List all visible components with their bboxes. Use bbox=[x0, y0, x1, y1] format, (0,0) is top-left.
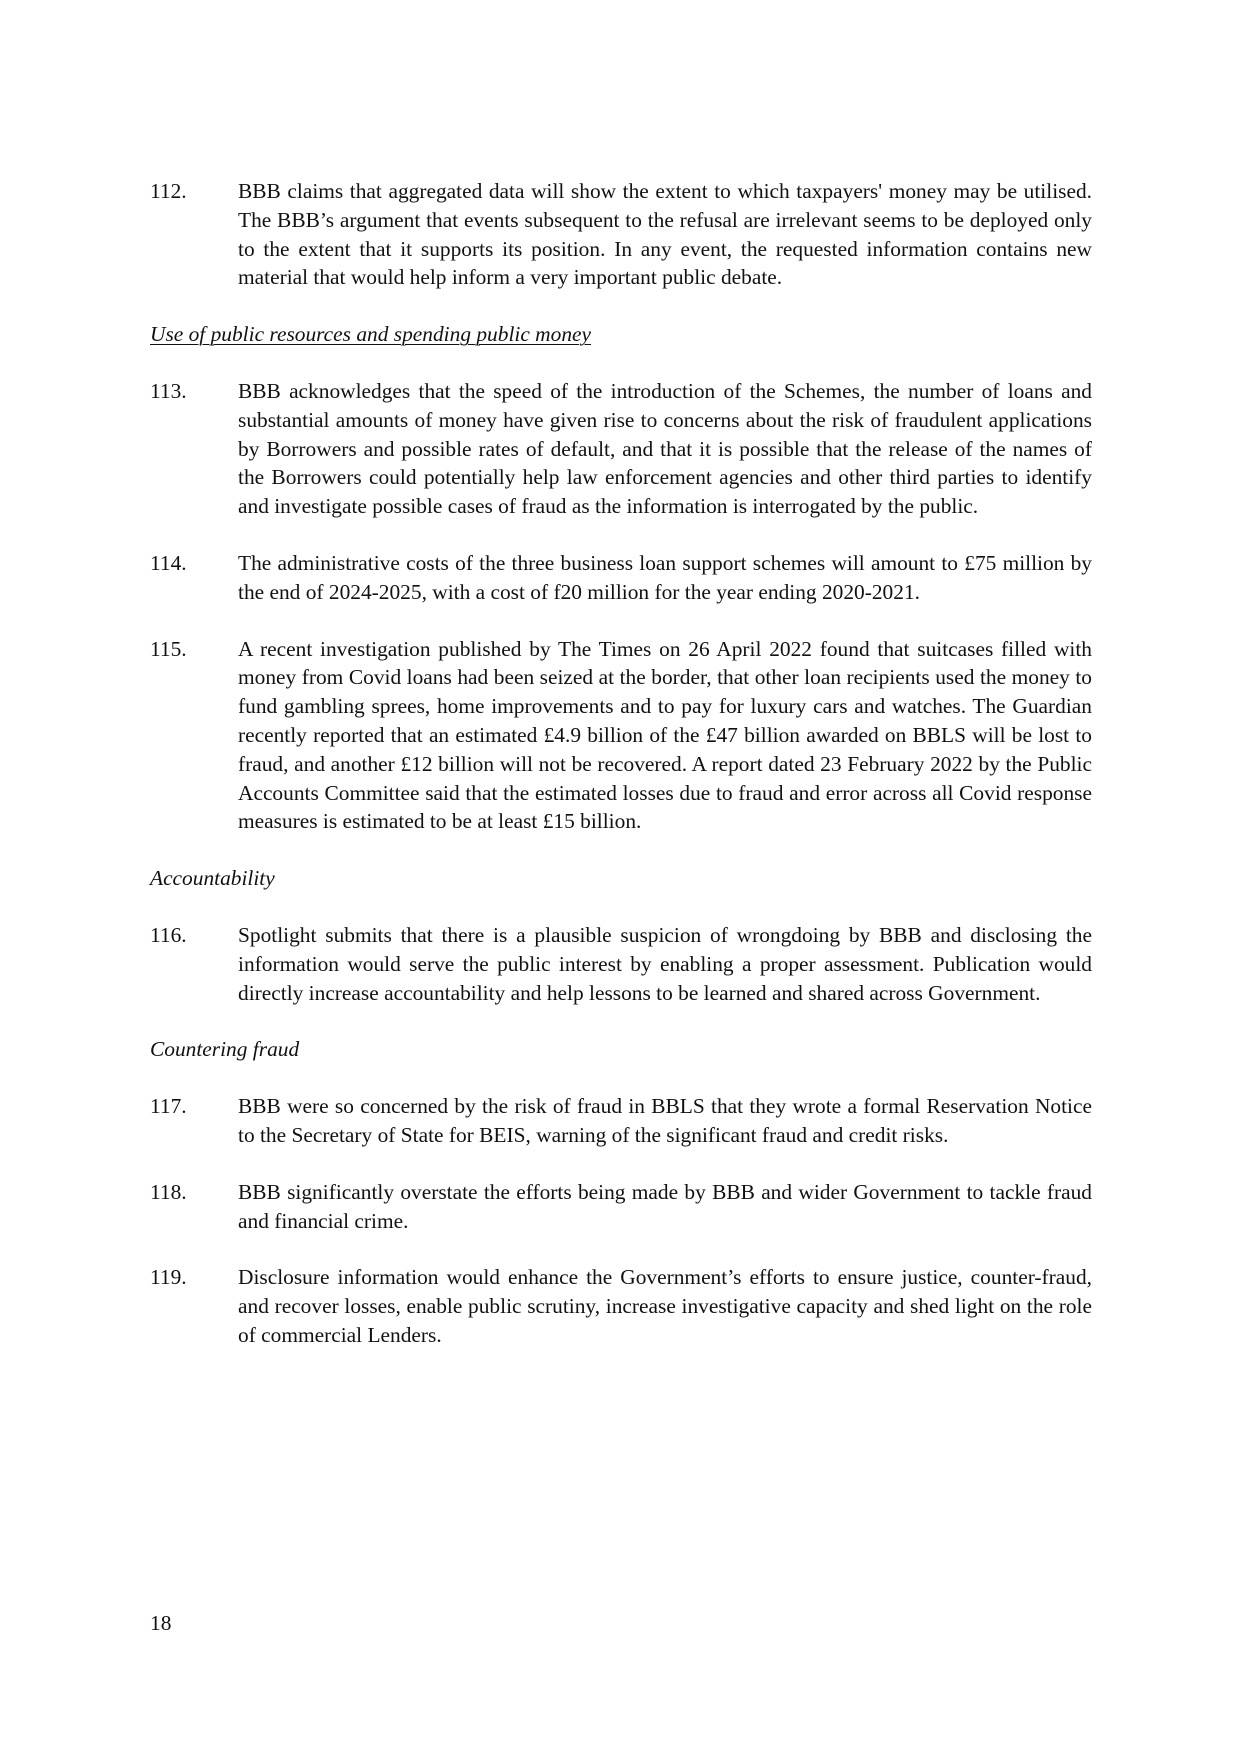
paragraph-text: BBB significantly overstate the efforts being made by BBB and wider Government to tackle fraud and financial crime. bbox=[238, 1179, 1092, 1233]
paragraph-114 bbox=[150, 549, 1092, 607]
paragraph-text: A recent investigation published by The Times on 26 April 2022 found that suitcases filled with money from Covid loans had been seized at the border, that other loan recipients used the money to fund gambling sprees, home improvements and to pay for luxury cars and watches. The Guardian recently reported that an estimated £4.9 billion of the £47 billion awarded on BBLS will be lost to fraud, and another £12 billion will not be recovered. A report dated 23 February 2022 by the Public Accounts Committee said that the estimated losses due to fraud and error across all Covid response measures is estimated to be at least £15 billion. bbox=[238, 636, 1092, 834]
paragraph-text: BBB were so concerned by the risk of fraud in BBLS that they wrote a formal Reservation Notice to the Secretary of State for BEIS, warning of the significant fraud and credit risks. bbox=[238, 1094, 1092, 1147]
page-body bbox=[150, 177, 1092, 1350]
paragraph-text: Spotlight submits that there is a plausible suspicion of wrongdoing by BBB and disclosing the information would serve the public interest by enabling a proper assessment. Publication would directly increase accountability and help lessons to be learned and shared across Government. bbox=[238, 922, 1092, 1005]
paragraph-text: BBB acknowledges that the speed of the introduction of the Schemes, the number of loans and substantial amounts of money have given rise to concerns about the risk of fraudulent applications by Borrowers and possible rates of default, and that it is possible that the release of the names of the Borrowers could potentially help law enforcement agencies and other third parties to identify and investigate possible cases of fraud as the information is interrogated by the public. bbox=[238, 378, 1092, 519]
section-heading-public-resources: Use of public resources and spending public money bbox=[150, 322, 592, 347]
paragraph-116 bbox=[150, 921, 1092, 1007]
paragraph-number: 116. bbox=[150, 922, 187, 947]
section-heading-accountability: Accountability bbox=[150, 866, 275, 891]
paragraph-number: 117. bbox=[150, 1094, 187, 1119]
paragraph-number: 112. bbox=[150, 179, 187, 203]
paragraph-119 bbox=[150, 1263, 1092, 1349]
section-heading-countering-fraud: Countering fraud bbox=[150, 1037, 300, 1062]
page-number: 18 bbox=[150, 1611, 172, 1635]
paragraph-112 bbox=[150, 177, 1092, 292]
paragraph-118 bbox=[150, 1178, 1092, 1236]
paragraph-number: 119. bbox=[150, 1265, 187, 1290]
paragraph-117 bbox=[150, 1092, 1092, 1150]
paragraph-text: Disclosure information would enhance the Government’s efforts to ensure justice, counter-fraud, and recover losses, enable public scrutiny, increase investigative capacity and shed light on the role of commercial Lenders. bbox=[238, 1265, 1092, 1347]
paragraph-number: 115. bbox=[150, 636, 187, 661]
paragraph-113 bbox=[150, 377, 1092, 521]
paragraph-text: BBB claims that aggregated data will show the extent to which taxpayers' money may be utilised. The BBB’s argument that events subsequent to the refusal are irrelevant seems to be deployed only to the extent that it supports its position. In any event, the requested information contains new material that would help inform a very important public debate. bbox=[238, 179, 1092, 290]
paragraph-text: The administrative costs of the three business loan support schemes will amount to £75 million by the end of 2024-2025, with a cost of f20 million for the year ending 2020-2021. bbox=[238, 550, 1092, 604]
paragraph-number: 113. bbox=[150, 378, 187, 403]
paragraph-number: 114. bbox=[150, 550, 187, 575]
paragraph-115 bbox=[150, 635, 1092, 837]
paragraph-number: 118. bbox=[150, 1179, 187, 1204]
